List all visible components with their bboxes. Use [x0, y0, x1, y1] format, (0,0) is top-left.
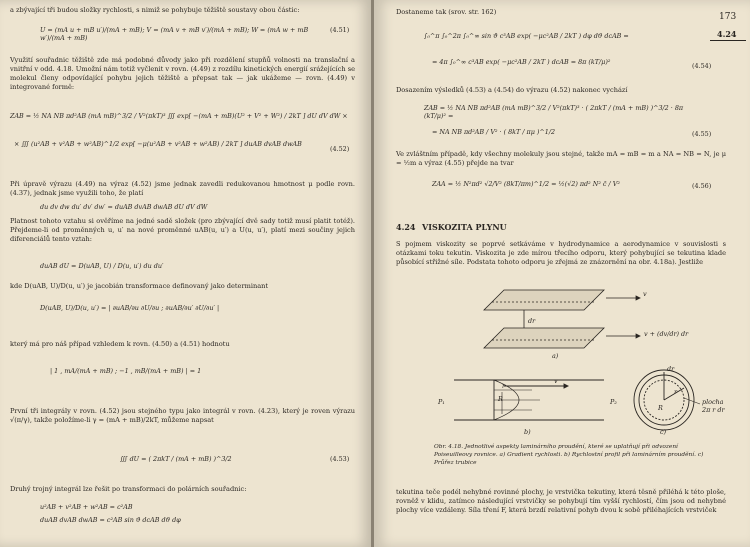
- figure-label: P₂: [610, 398, 617, 406]
- paragraph: Platnost tohoto vztahu si ověříme na jedné sadě složek (pro zbývající dvě sady totiž musí platit totéž). Přejdeme-li od proměnných u, u′ na nové proměnné uAB(u, u′) a U(u, u′), platí mezi součiny jejich diferenciálů tento vztah:: [10, 217, 355, 243]
- paragraph: Ve zvláštním případě, kdy všechny molekuly jsou stejné, takže mA = mB = m a NA = NB = N, je μ = ½m a výraz (4.55) přejde na tvar: [396, 150, 726, 167]
- paragraph: Při úpravě výrazu (4.49) na výraz (4.52) jsme jednak zavedli redukovanou hmotnost μ podle rovn. (4.37), jednak jsme využili toho, že platí: [10, 180, 355, 197]
- equation-determinant-value: | 1 , mA/(mA + mB) ; −1 , mB/(mA + mB) | = 1: [50, 367, 202, 375]
- equation-number: (4.56): [692, 182, 712, 190]
- running-header-section: 4.24: [717, 29, 737, 39]
- equation-number: (4.55): [692, 130, 712, 138]
- paragraph: Druhý trojný integrál lze řešit po transformaci do polárních souřadnic:: [10, 485, 247, 493]
- paragraph: První tři integrály v rovn. (4.52) jsou stejného typu jako integrál v rovn. (4.23), který je roven výrazu √(π/γ), takže položíme-li γ = (mA + mB)/2kT, můžeme napsat: [10, 407, 355, 424]
- page-number: 173: [719, 12, 737, 22]
- equation-polar-2: duAB dvAB dwAB = c²AB sin ϑ dcAB dϑ dφ: [40, 516, 181, 524]
- figure-c-cross-section: [634, 370, 700, 430]
- paragraph: S pojmem viskozity se poprvé setkáváme v hydrodynamice a aerodynamice v souvislosti s otázkami toku tekutin. Viskozita je zde mírou třecího odporu, který pohybující se tekutina klade působící střižné síle. Podstata tohoto odporu je zřejmá ze znázornění na obr. 4.18a). Jestliže: [396, 240, 726, 266]
- equation-jacobian-relation: duAB dU = D(uAB, U) / D(u, u′) du du′: [40, 262, 164, 270]
- header-rule: [710, 40, 746, 41]
- figure-label: c): [660, 428, 667, 436]
- equation-4-52-line1: ZAB = ½ NA NB πd²AB (mA mB)^3/2 / V²(πkT)³ ∭ exp[ −(mA + mB)(U² + V² + W²) / 2kT ] dU dV dW ×: [10, 112, 348, 120]
- equation-polar-1: u²AB + v²AB + w²AB = c²AB: [40, 503, 133, 511]
- equation-4-55-line2: = NA NB πd²AB / V² · ( 8kT / πμ )^1/2: [432, 128, 556, 136]
- equation-number: (4.51): [330, 26, 350, 34]
- equation-4-56: ZAA = ½ N²πd² √2/V² (8kT/πm)^1/2 = ½(√2) πd² N² c̄ / V²: [432, 180, 620, 188]
- figure-label: r: [502, 382, 506, 390]
- equation-jacobian-determinant: D(uAB, U)/D(u, u′) = | ∂uAB/∂u ∂U/∂u ; ∂uAB/∂u′ ∂U/∂u′ |: [40, 304, 220, 312]
- figure-label: a): [552, 352, 559, 360]
- paragraph: kde D(uAB, U)/D(u, u′) je jacobián transformace definovaný jako determinant: [10, 282, 269, 290]
- figure-label: r: [674, 388, 678, 396]
- equation-4-52-line2: × ∭ (u²AB + v²AB + w²AB)^1/2 exp[ −μ(u²AB + v²AB + w²AB) / 2kT ] duAB dvAB dwAB: [14, 140, 302, 148]
- figure-a-planes: [484, 290, 640, 348]
- figure-label: R: [498, 395, 503, 403]
- section-number: 4.24: [396, 222, 416, 232]
- left-page: [0, 0, 372, 547]
- figure-label: P₁: [438, 398, 445, 406]
- paragraph: který má pro náš případ vzhledem k rovn. (4.50) a (4.51) hodnotu: [10, 340, 230, 348]
- figure-4-18: [374, 280, 750, 460]
- figure-label: plocha: [702, 398, 724, 406]
- equation-number: (4.52): [330, 145, 350, 153]
- paragraph: Dosazením výsledků (4.53) a (4.54) do výrazu (4.52) nakonec vychází: [396, 86, 628, 94]
- equation-differentials: du dv dw du′ dv′ dw′ = duAB dvAB dwAB dU dV dW: [40, 203, 208, 211]
- figure-label: dr: [528, 317, 536, 325]
- figure-label: v + (dv/dr) dr: [644, 330, 689, 338]
- paragraph: a zbývající tři budou složky rychlosti, s nimiž se pohybuje těžiště soustavy obou částic:: [10, 6, 300, 14]
- figure-b-pipe: [454, 380, 604, 420]
- figure-label: b): [524, 428, 531, 436]
- equation-4-54-line1: ∫₀^π ∫₀^2π ∫₀^∞ sin ϑ c³AB exp( −μc²AB / 2kT ) dφ dϑ dcAB =: [424, 32, 629, 40]
- equation-4-54-line2: = 4π ∫₀^∞ c³AB exp( −μc²AB / 2kT ) dcAB = 8π (kT/μ)²: [432, 58, 611, 66]
- equation-4-51: U = (mA u + mB u′)/(mA + mB); V = (mA v + mB v′)/(mA + mB); W = (mA w + mB w′)/(mA + mB): [40, 26, 309, 42]
- right-page: [374, 0, 750, 547]
- equation-number: (4.53): [330, 455, 350, 463]
- figure-label: 2π r dr: [702, 406, 725, 414]
- figure-label: R: [658, 404, 663, 412]
- figure-caption: Obr. 4.18. Jednotlivé aspekty laminárního proudění, které se uplatňují při odvození Poiseuilleovy rovnice. a) Gradient rychlosti. b) Rychlostní profil při laminárním proudění. c) Průřez trubice: [434, 444, 704, 466]
- equation-number: (4.54): [692, 62, 712, 70]
- equation-4-53: ∭ dU = ( 2πkT / (mA + mB) )^3/2: [120, 455, 232, 463]
- section-title: VISKOZITA PLYNU: [422, 222, 507, 232]
- equation-4-55-line1: ZAB = ½ NA NB πd²AB (mA mB)^3/2 / V²(πkT)³ · ( 2πkT / (mA + mB) )^3/2 · 8π (kT/μ)² =: [424, 104, 684, 120]
- figure-label: v: [643, 290, 647, 298]
- paragraph: Využití souřadnic těžiště zde má podobné důvody jako při rozdělení stupňů volnosti na translační a vnitřní v odd. 4.18. Umožní nám totiž vyčlenit v rovn. (4.49) z rozdílu kinetických energií srážejících se molekul členy odpovídající pohybu jejich těžiště a přepsat tak — jak ukážeme — rovn. (4.49) v integrované formě:: [10, 56, 355, 91]
- paragraph: Dostaneme tak (srov. str. 162): [396, 8, 497, 16]
- figure-label: dr: [667, 365, 675, 373]
- paragraph: tekutina teče podél nehybné rovinné plochy, je vrstvička tekutiny, která těsně přiléhá k této ploše, rovněž v klidu, zatímco následující vrstvičky se pohybují tím vyšší rychlostí, čím jsou od nehybné plochy více vzdáleny. Síla tření F, která brzdí relativní pohyb dvou k sobě přiléhajících vrstviček: [396, 488, 726, 514]
- figure-label: v: [554, 377, 558, 385]
